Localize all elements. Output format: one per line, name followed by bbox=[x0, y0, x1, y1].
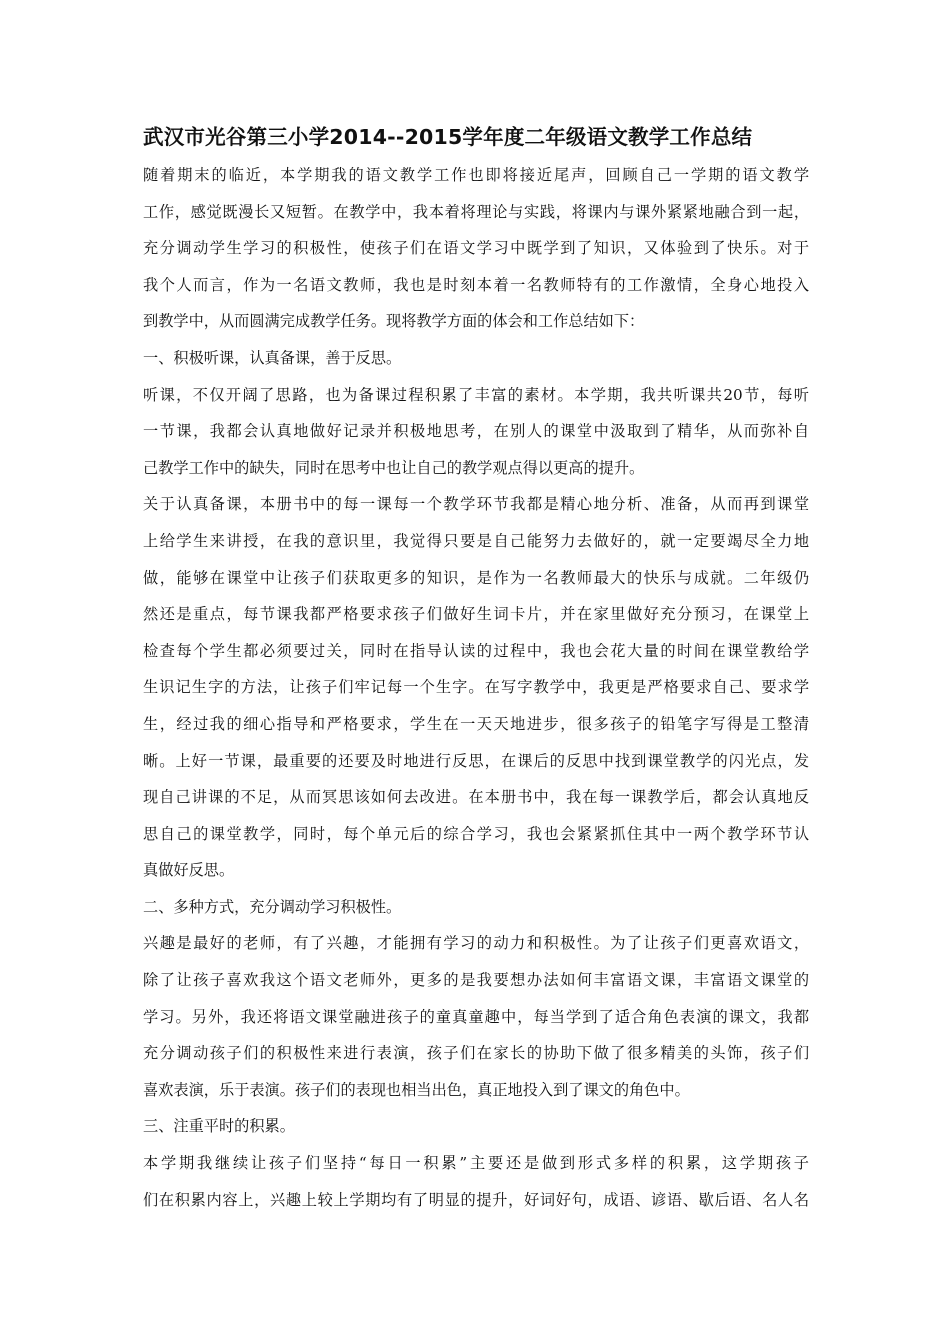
body-line: 充分调动孩子们的积极性来进行表演，孩子们在家长的协助下做了很多精美的头饰，孩子们 bbox=[143, 1044, 809, 1063]
body-line: 检查每个学生都必须要过关，同时在指导认读的过程中，我也会花大量的时间在课堂教给学 bbox=[143, 641, 809, 660]
body-line: 兴趣是最好的老师，有了兴趣，才能拥有学习的动力和积极性。为了让孩子们更喜欢语文， bbox=[143, 934, 809, 953]
body-line: 己教学工作中的缺失，同时在思考中也让自己的教学观点得以更高的提升。 bbox=[143, 458, 645, 477]
body-line: 随着期末的临近，本学期我的语文教学工作也即将接近尾声，回顾自己一学期的语文教学 bbox=[143, 166, 809, 184]
body-line: 然还是重点，每节课我都严格要求孩子们做好生词卡片，并在家里做好充分预习，在课堂上 bbox=[143, 605, 809, 624]
body-line: 做，能够在课堂中让孩子们获取更多的知识，是作为一名教师最大的快乐与成就。二年级仍 bbox=[143, 568, 809, 587]
body-line: 充分调动学生学习的积极性，使孩子们在语文学习中既学到了知识，又体验到了快乐。对于 bbox=[143, 239, 809, 258]
body-line: 生识记生字的方法，让孩子们牢记每一个生字。在写字教学中，我更是严格要求自己、要求学 bbox=[143, 678, 809, 697]
body-line: 工作，感觉既漫长又短暂。在教学中，我本着将理论与实践，将课内与课外紧紧地融合到一起， bbox=[143, 202, 809, 221]
document-title: 武汉市光谷第三小学2014--2015学年度二年级语文教学工作总结 bbox=[143, 125, 753, 149]
section-heading-1: 一、积极听课，认真备课，善于反思。 bbox=[143, 348, 402, 367]
body-line: 一节课，我都会认真地做好记录并积极地思考，在别人的课堂中汲取到了精华，从而弥补自 bbox=[143, 422, 809, 441]
body-line: 学习。另外，我还将语文课堂融进孩子的童真童趣中，每当学到了适合角色表演的课文，我都 bbox=[143, 1007, 809, 1026]
body-line: 上给学生来讲授，在我的意识里，我觉得只要是自己能努力去做好的，就一定要竭尽全力地 bbox=[143, 531, 809, 550]
body-line: 我个人而言，作为一名语文教师，我也是时刻本着一名教师特有的工作激情，全身心地投入 bbox=[143, 275, 809, 294]
body-line: 现自己讲课的不足，从而冥思该如何去改进。在本册书中，我在每一课教学后，都会认真地反 bbox=[143, 788, 809, 807]
body-line: 喜欢表演，乐于表演。孩子们的表现也相当出色，真正地投入到了课文的角色中。 bbox=[143, 1080, 690, 1099]
body-line: 本学期我继续让孩子们坚持“每日一积累”主要还是做到形式多样的积累，这学期孩子 bbox=[143, 1154, 809, 1173]
section-heading-3: 三、注重平时的积累。 bbox=[143, 1117, 295, 1136]
document-body bbox=[143, 157, 809, 1218]
body-line: 思自己的课堂教学，同时，每个单元后的综合学习，我也会紧紧抓住其中一两个教学环节认 bbox=[143, 824, 809, 843]
body-line: 到教学中，从而圆满完成教学任务。现将教学方面的体会和工作总结如下： bbox=[143, 312, 645, 331]
body-line: 除了让孩子喜欢我这个语文老师外，更多的是我要想办法如何丰富语文课，丰富语文课堂的 bbox=[143, 971, 809, 990]
body-line: 关于认真备课，本册书中的每一课每一个教学环节我都是精心地分析、准备，从而再到课堂 bbox=[143, 495, 809, 514]
body-line: 听课，不仅开阔了思路，也为备课过程积累了丰富的素材。本学期，我共听课共20节，每听 bbox=[143, 385, 809, 404]
body-line: 们在积累内容上，兴趣上较上学期均有了明显的提升，好词好句，成语、谚语、歇后语、名人名 bbox=[143, 1190, 809, 1209]
body-line: 晰。上好一节课，最重要的还要及时地进行反思，在课后的反思中找到课堂教学的闪光点，发 bbox=[143, 751, 809, 770]
body-line: 真做好反思。 bbox=[143, 861, 235, 880]
body-line: 生，经过我的细心指导和严格要求，学生在一天天地进步，很多孩子的铅笔字写得是工整清 bbox=[143, 714, 809, 733]
section-heading-2: 二、多种方式，充分调动学习积极性。 bbox=[143, 897, 402, 916]
